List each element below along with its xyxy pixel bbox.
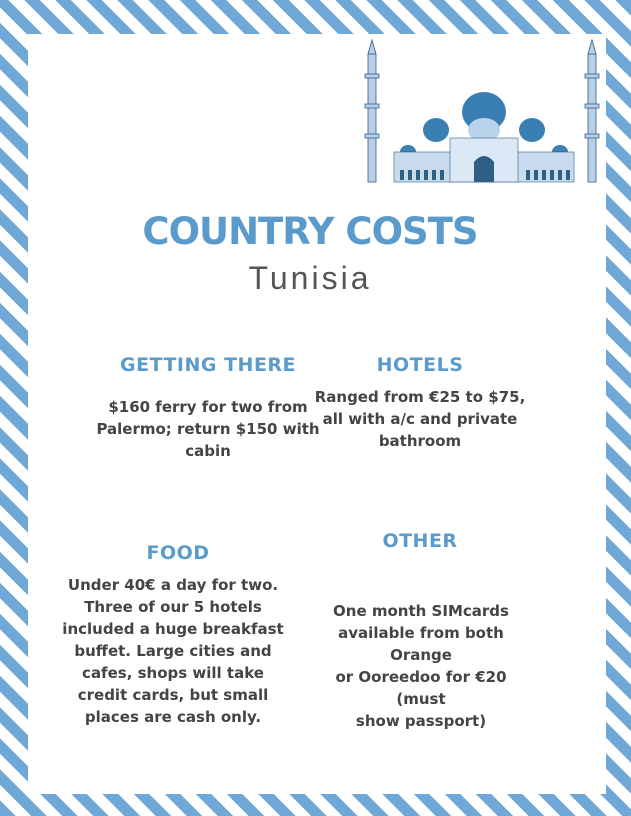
- text-line: available from both Orange: [338, 624, 504, 664]
- text-line: Three of our 5 hotels: [84, 598, 262, 616]
- food-text: [48, 574, 298, 728]
- country-subtitle: Tunisia: [248, 260, 372, 296]
- mosque-illustration: [338, 34, 618, 186]
- hotels-text: [310, 386, 530, 452]
- other-heading: OTHER: [382, 530, 458, 552]
- text-line: show passport): [355, 712, 487, 730]
- text-line: bathroom: [378, 432, 462, 450]
- food-heading: FOOD: [146, 542, 210, 564]
- text-line: buffet. Large cities and: [74, 642, 272, 660]
- text-line: Palermo; return $150 with: [96, 420, 320, 438]
- document-card: [28, 34, 606, 794]
- text-line: all with a/c and private: [322, 410, 518, 428]
- page-title: COUNTRY COSTS: [142, 210, 478, 253]
- text-line: Ranged from €25 to $75,: [314, 388, 526, 406]
- getting-there-text: [68, 396, 348, 462]
- text-line: cafes, shops will take: [82, 664, 264, 682]
- text-line: included a huge breakfast: [62, 620, 284, 638]
- text-line: $160 ferry for two from: [108, 398, 308, 416]
- text-line: One month SIMcards: [333, 602, 509, 620]
- other-text: [310, 600, 532, 732]
- text-line: Under 40€ a day for two.: [67, 576, 279, 594]
- text-line: or Ooreedoo for €20 (must: [335, 668, 507, 708]
- hotels-heading: HOTELS: [376, 354, 464, 376]
- getting-there-heading: GETTING THERE: [119, 354, 297, 376]
- text-line: credit cards, but small: [77, 686, 269, 704]
- text-line: cabin: [185, 442, 231, 460]
- text-line: places are cash only.: [84, 708, 262, 726]
